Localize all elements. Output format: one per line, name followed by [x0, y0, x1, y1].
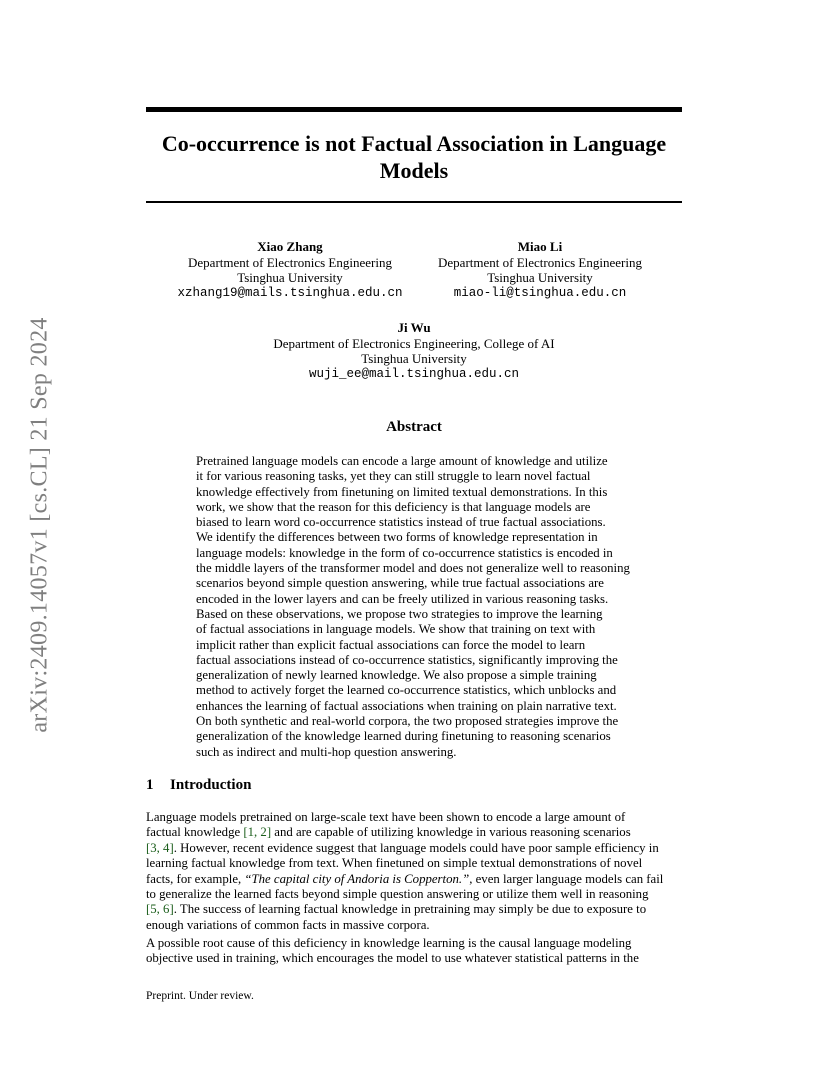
text-span: facts, for example, [146, 871, 245, 886]
text-span: . The success of learning factual knowledge in pretraining may simply be due to exposure to [173, 902, 647, 917]
abstract-line: Pretrained language models can encode a large amount of knowledge and utilize [196, 454, 608, 468]
abstract-line: generalization of the knowledge learned during finetuning to reasoning scenarios [196, 729, 611, 744]
author-block-3 [214, 320, 614, 382]
text-line [146, 872, 682, 887]
citation-link[interactable]: [1, 2] [243, 825, 272, 840]
section-heading-introduction [146, 777, 251, 794]
text-span: . However, recent evidence suggest that language models could have poor sample efficiency in [173, 840, 659, 855]
abstract-body [196, 454, 632, 760]
abstract-line: work, we show that the reason for this deficiency is that language models are [196, 499, 591, 514]
text-span: , even larger language models can fail [469, 871, 664, 886]
author-block-2 [420, 239, 660, 301]
paper-title [146, 130, 682, 184]
author-email[interactable]: xzhang19@mails.tsinghua.edu.cn [177, 285, 403, 300]
author-department: Department of Electronics Engineering [188, 254, 392, 270]
text-line: enough variations of common facts in massive corpora. [146, 917, 430, 932]
text-line: to generalize the learned facts beyond simple question answering or utilize them well in reasoning [146, 887, 649, 902]
author-name: Xiao Zhang [257, 239, 323, 254]
title-top-rule [146, 107, 682, 112]
author-name: Ji Wu [397, 320, 431, 335]
abstract-line: encoded in the lower layers and can be freely utilized in various reasoning tasks. [196, 591, 609, 606]
abstract-heading: Abstract [386, 419, 442, 435]
text-line: learning factual knowledge from text. When finetuned on simple textual demonstrations of novel [146, 856, 643, 871]
abstract-line: Based on these observations, we propose two strategies to improve the learning [196, 606, 603, 621]
author-email[interactable]: wuji_ee@mail.tsinghua.edu.cn [308, 366, 520, 381]
abstract-line: We identify the differences between two forms of knowledge representation in [196, 530, 598, 545]
abstract-line: factual associations instead of co-occurrence statistics, significantly improving the [196, 652, 618, 667]
title-line-1: Co-occurrence is not Factual Association in Language [161, 131, 667, 156]
author-university: Tsinghua University [361, 351, 467, 366]
text-line [146, 841, 682, 856]
text-line: Language models pretrained on large-scale text have been shown to encode a large amount of [146, 810, 626, 824]
abstract-line: knowledge effectively from finetuning on limited textual demonstrations. In this [196, 484, 608, 499]
arxiv-identifier: arXiv:2409.14057v1 [cs.CL] 21 Sep 2024 [26, 317, 53, 733]
footer-note: Preprint. Under review. [146, 990, 254, 1002]
intro-paragraph-1 [146, 810, 682, 933]
citation-link[interactable]: [5, 6] [146, 902, 174, 917]
title-bottom-rule [146, 201, 682, 203]
author-department: Department of Electronics Engineering, College of AI [273, 335, 555, 351]
author-block-1 [170, 239, 410, 301]
abstract-line: such as indirect and multi-hop question answering. [196, 744, 457, 759]
abstract-line: generalization of newly learned knowledge. We also propose a simple training [196, 668, 597, 683]
section-number: 1 [146, 777, 154, 793]
text-span: factual knowledge [146, 825, 244, 840]
text-line [146, 825, 682, 840]
title-line-2: Models [379, 158, 449, 183]
abstract-line: method to actively forget the learned co-occurrence statistics, which unblocks and [196, 683, 617, 698]
author-email[interactable]: miao-li@tsinghua.edu.cn [453, 285, 627, 300]
example-quote: “The capital city of Andoria is Copperton.” [244, 871, 470, 886]
section-title: Introduction [170, 777, 252, 793]
abstract-line: biased to learn word co-occurrence statistics instead of true factual associations. [196, 515, 606, 530]
text-line: objective used in training, which encourages the model to use whatever statistical patterns in the [146, 951, 639, 966]
author-department: Department of Electronics Engineering [438, 254, 642, 270]
abstract-line: implicit rather than explicit factual associations can force the model to learn [196, 637, 586, 652]
abstract-line: it for various reasoning tasks, yet they can still struggle to learn novel factual [196, 469, 591, 484]
text-span: and are capable of utilizing knowledge in various reasoning scenarios [271, 825, 631, 840]
abstract-line: of factual associations in language models. We show that training on text with [196, 622, 596, 637]
abstract-line: enhances the learning of factual associations when training on plain narrative text. [196, 698, 617, 713]
abstract-line: the middle layers of the transformer model and does not generalize well to reasoning [196, 561, 630, 576]
citation-link[interactable]: [3, 4] [146, 840, 174, 855]
abstract-line: language models: knowledge in the form of co-occurrence statistics is encoded in [196, 545, 613, 560]
abstract-line: scenarios beyond simple question answering, while true factual associations are [196, 576, 604, 591]
author-name: Miao Li [517, 239, 563, 254]
text-line: A possible root cause of this deficiency in knowledge learning is the causal language modeling [146, 936, 632, 950]
intro-paragraph-2 [146, 936, 682, 967]
author-university: Tsinghua University [237, 270, 343, 285]
text-line [146, 902, 682, 917]
author-university: Tsinghua University [487, 270, 593, 285]
abstract-line: On both synthetic and real-world corpora, the two proposed strategies improve the [196, 714, 619, 729]
